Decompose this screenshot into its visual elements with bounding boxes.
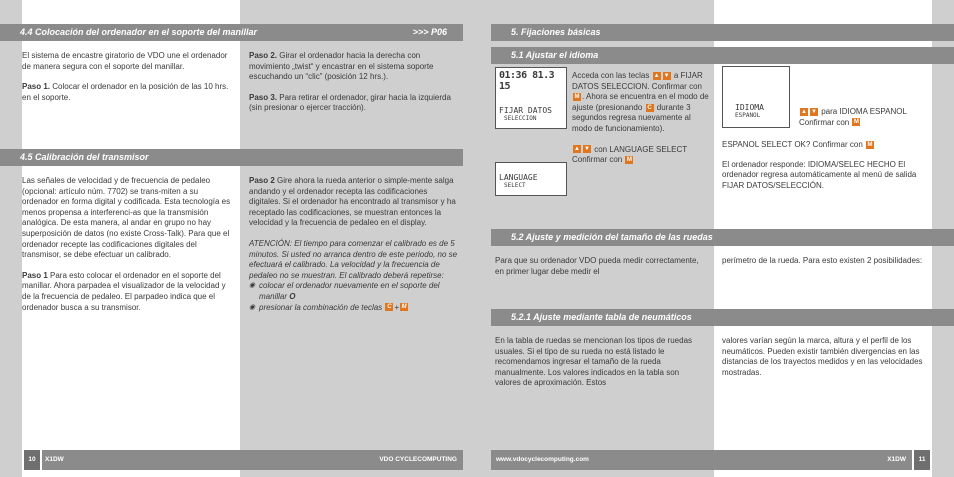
footer: [42, 450, 463, 470]
footer-brand: VDO CYCLECOMPUTING: [379, 456, 457, 463]
lcd-text: FIJAR DATOS: [499, 106, 552, 115]
section-5-2-header: [491, 229, 954, 246]
paragraph: ▲ ▼ con LANGUAGE SELECT Confirmar con M: [572, 144, 688, 165]
lcd-text: SELECT: [504, 182, 526, 189]
m-key-icon: M: [574, 94, 580, 101]
section-5-1-col2-step: ▲ ▼ para IDIOMA ESPANOL Confirmar con M: [799, 107, 907, 127]
section-4-5-col2: [249, 176, 461, 313]
footer-url[interactable]: www.vdocyclecomputing.com: [496, 456, 589, 463]
paragraph: Las señales de velocidad y de frecuencia de pedaleo (opcional: artículo núm. 7702) se trans-miten a su ordenador en forma digital y codificada. Esta tecnología es menos propensa a interferenci-as que la transmisión analógica. De esta manera, al andar en grupo no hay superposición de datos (no existe Cross-Talk). Para que el ordenador recepte las codificaciones digitales del transmisor, se debe efectuar un calibrado.: [22, 176, 231, 260]
paragraph: En la tabla de ruedas se mencionan los tipos de ruedas usuales. Si el tipo de su rueda no está listado le recomendamos ingresar el tamaño de la rueda manualmente. Los valores indicados en la tabla son valores de aproximación. Estos: [495, 336, 693, 388]
paragraph: Para que su ordenador VDO pueda medir correctamente, en primer lugar debe medir el: [495, 256, 699, 276]
down-key-icon: ▼: [584, 146, 590, 153]
lang-tab[interactable]: P: [883, 8, 888, 14]
section-title: 4.4 Colocación del ordenador en el soporte del manillar: [20, 27, 258, 37]
lcd-text: ESPANOL: [735, 112, 761, 119]
attention-note: ATENCIÓN: El tiempo para comenzar el calibrado es de 5 minutos. Si usted no arranca dentro de este periodo, no se efectuará el calibrado. La velocidad y la frecuencia de pedaleo no se muestran. El calibrado deberá repetirse:: [249, 238, 458, 280]
lcd-text: IDIOMA: [735, 103, 764, 112]
m-key-icon: M: [626, 157, 632, 164]
paragraph: valores varían según la marca, altura y el perfil de los neumáticos. Pueden existir también divergencias en las distancias de los trayectos medidos y en las velocidades mostradas.: [722, 336, 923, 377]
paragraph: Paso 2 Gire ahora la rueda anterior o simple-mente salga andando y el ordenador recepta las codificaciones digitales. Si el ordenador ha encontrado al transmisor y ha receptado las codificaciones, se muestran entonces la velocidad y la frecuencia de pedaleo en el display.: [249, 176, 456, 228]
up-key-icon: ▲: [801, 108, 807, 115]
section-4-4-col2: [249, 51, 461, 124]
left-margin-band: [0, 0, 22, 477]
section-5-2-col1: [495, 256, 705, 287]
section-4-5-col1: [22, 176, 234, 323]
bullet-item: ◉ colocar el ordenador nuevamente en el soporte del manillar O: [249, 281, 461, 302]
lang-tab[interactable]: E: [28, 8, 33, 14]
right-page: [477, 0, 954, 477]
lcd-display-image: [495, 162, 567, 196]
lang-tab[interactable]: DK: [841, 8, 850, 14]
c-key-icon: C: [387, 304, 392, 311]
lcd-display-image: [495, 67, 567, 129]
section-5-2-1-col1: [495, 336, 705, 399]
section-5-2-1-header: [491, 309, 954, 326]
paragraph: Paso 1. Colocar el ordenador en la posición de las 10 hrs. en el soporte.: [22, 82, 229, 102]
section-title: 5.2.1 Ajuste mediante tabla de neumáticos: [511, 312, 692, 322]
lcd-value: 01:36 81.3 15: [499, 70, 555, 92]
section-title: 5.1 Ajustar el idioma: [511, 50, 599, 60]
section-5-header: [491, 24, 954, 41]
lang-tab[interactable]: P: [44, 8, 49, 14]
section-5-1-header: [491, 47, 954, 64]
paragraph: El ordenador responde: IDIOMA/SELEC HECHO El ordenador regresa automáticamente al menú de salida FIJAR DATOS/SELECCIÓN.: [722, 159, 917, 190]
up-key-icon: ▲: [574, 146, 580, 153]
bullet-item: ◉ presionar la combinación de teclas C + M: [249, 303, 461, 314]
up-key-icon: ▲: [653, 72, 660, 79]
section-5-2-1-col2: [722, 336, 927, 388]
paragraph: perímetro de la rueda. Para esto existen 2 posibilidades:: [722, 256, 923, 265]
section-4-4-header: [0, 24, 463, 41]
lcd-text: SELECCION: [504, 115, 537, 122]
paragraph: El sistema de encastre giratorio de VDO une el ordenador de manera segura con el soporte del manillar.: [22, 51, 228, 71]
section-4-5-header: [0, 149, 463, 166]
c-key-icon: C: [647, 104, 652, 111]
section-5-1-col2: [722, 140, 927, 201]
paragraph: Paso 2. Girar el ordenador hacia la derecha con movimiento „twist“ y encastrar en el sistema soporte escuchando un “clic” (posición 12 hrs.).: [249, 51, 434, 82]
lang-tab[interactable]: E: [899, 8, 904, 14]
section-4-4-col1: [22, 51, 234, 113]
footer-model: X1DW: [45, 456, 64, 463]
section-5-2-col2: [722, 256, 927, 277]
paragraph: Acceda con las teclas ▲ ▼ a FIJAR DATOS SELECCION. Confirmar con M . Ahora se encuentra en el modo de ajuste (presionando C durante 3 segundos regresa nuevamente al modo de funcionamiento).: [572, 71, 709, 133]
lang-tab[interactable]: NL: [61, 8, 70, 14]
m-key-icon: M: [401, 304, 407, 311]
lcd-display-image: [722, 66, 790, 128]
section-title: 5.2 Ajuste y medición del tamaño de las ruedas: [511, 232, 713, 242]
paragraph: Paso 1 Para esto colocar el ordenador en el soporte del manillar. Ahora parpadea el visualizador de la velocidad y de la frecuencia de pedaleo. El parpadeo indica que el ordenador busca a su transmisor.: [22, 270, 226, 312]
section-title: 5. Fijaciones básicas: [511, 27, 601, 37]
lcd-text: LANGUAGE: [499, 173, 538, 182]
page-number: 11: [914, 450, 930, 470]
footer: [491, 450, 912, 470]
footer-model: X1DW: [887, 456, 906, 463]
page-ref: >>> P06: [412, 27, 447, 37]
lang-tab[interactable]: DK: [82, 8, 91, 14]
down-key-icon: ▼: [663, 72, 670, 79]
m-key-icon: M: [867, 141, 873, 148]
page-number: 10: [24, 450, 40, 470]
paragraph: Paso 3. Para retirar el ordenador, girar hacia la izquierda (sin presionar o ejercer tracción).: [249, 92, 451, 113]
section-5-1-col1: [572, 71, 712, 176]
lang-tab[interactable]: NL: [862, 8, 871, 14]
down-key-icon: ▼: [811, 108, 817, 115]
section-title: 4.5 Calibración del transmisor: [20, 152, 149, 162]
paragraph: ESPANOL SELECT OK? Confirmar con M: [722, 140, 873, 149]
m-key-icon: M: [853, 119, 859, 126]
